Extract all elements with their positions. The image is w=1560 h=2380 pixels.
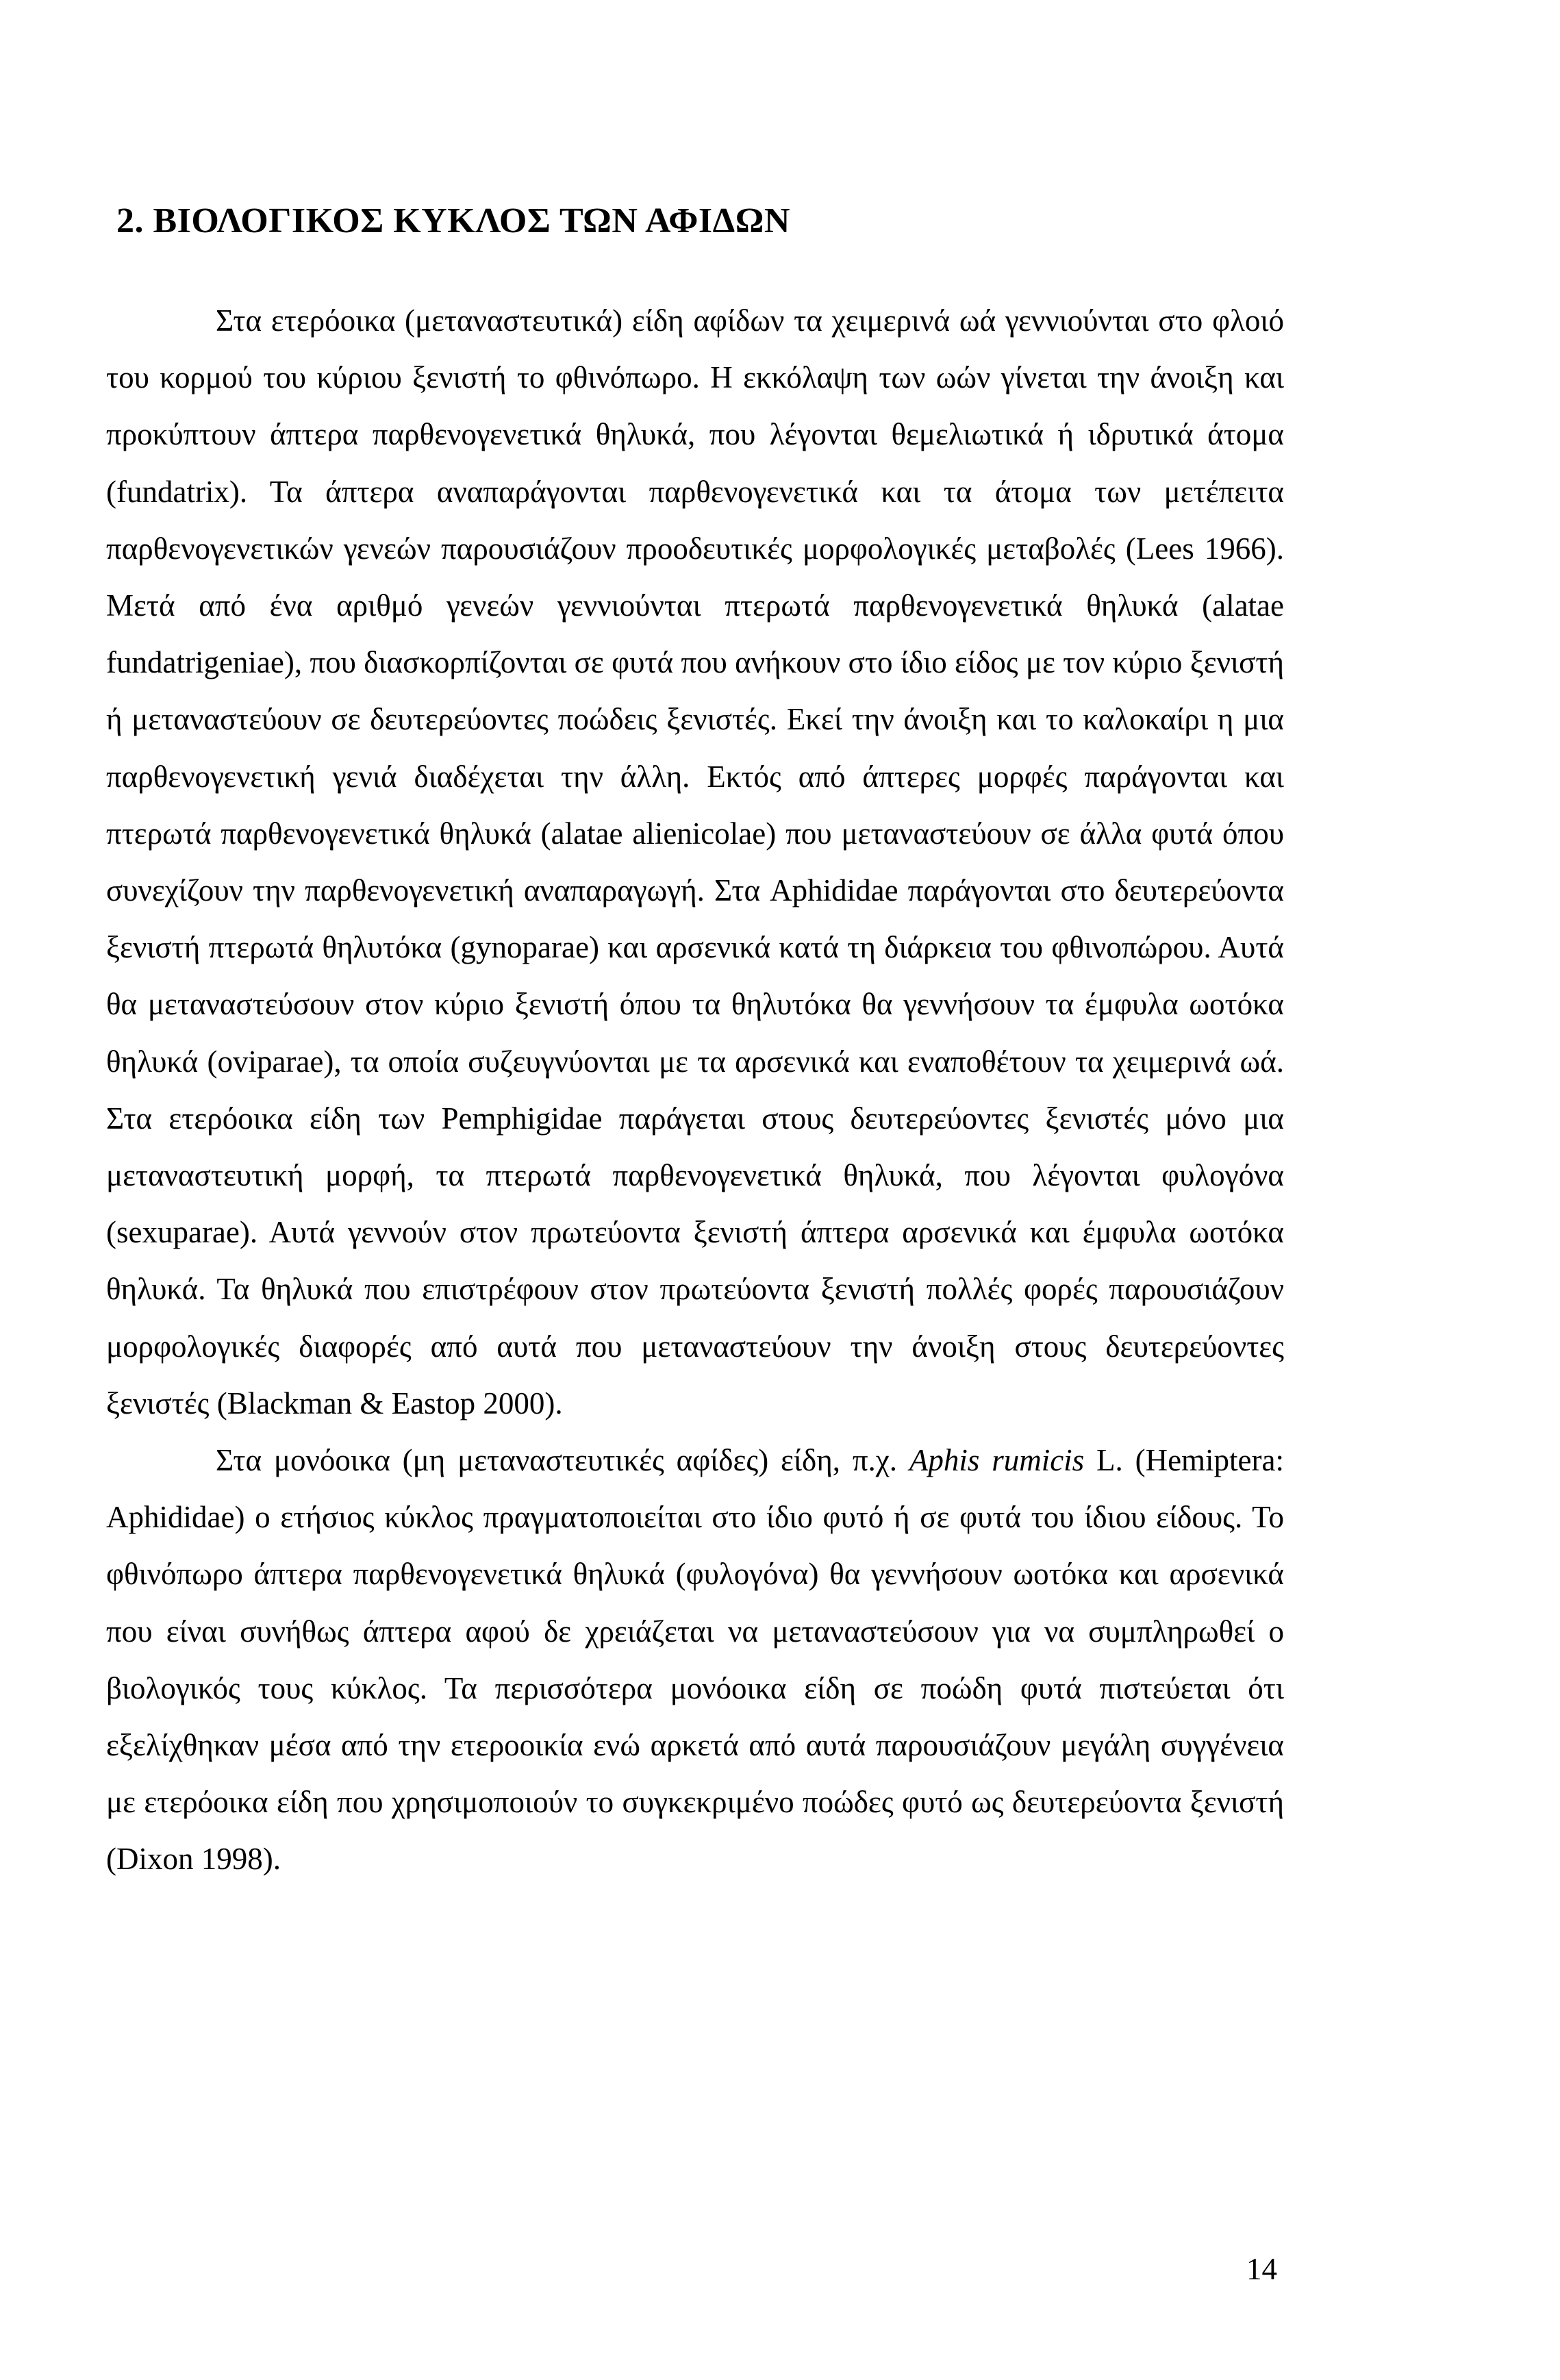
page-number: 14	[1246, 2252, 1277, 2286]
paragraph-monoecious-intro: Στα μονόοικα (μη μεταναστευτικές αφίδες) είδη, π.χ.	[216, 1443, 909, 1478]
section-heading: 2. ΒΙΟΛΟΓΙΚΟΣ ΚΥΚΛΟΣ ΤΩΝ ΑΦΙΔΩΝ	[116, 201, 790, 240]
paragraph-heteroecious: Στα ετερόοικα (μεταναστευτικά) είδη αφίδων τα χειμερινά ωά γεννιούνται στο φλοιό του κορμού του κύριου ξενιστή το φθινόπωρο. Η εκκόλαψη των ωών γίνεται την άνοιξη και προκύπτουν άπτερα παρθενογενετικά θηλυκά, που λέγονται θεμελιωτικά ή ιδρυτικά άτομα (fundatrix). Τα άπτερα αναπαράγονται παρθενογενετικά και τα άτομα των μετέπειτα παρθενογενετικών γενεών παρουσιάζουν προοδευτικές μορφολογικές μεταβολές (Lees 1966). Μετά από ένα αριθμό γενεών γεννιούνται πτερωτά παρθενογενετικά θηλυκά (alatae fundatrigeniae), που διασκορπίζονται σε φυτά που ανήκουν στο ίδιο είδος με τον κύριο ξενιστή ή μεταναστεύουν σε δευτερεύοντες ποώδεις ξενιστές. Εκεί την άνοιξη και το καλοκαίρι η μια παρθενογενετική γενιά διαδέχεται την άλλη. Εκτός από άπτερες μορφές παράγονται και πτερωτά παρθενογενετικά θηλυκά (alatae alienicolae) που μεταναστεύουν σε άλλα φυτά όπου συνεχίζουν την παρθενογενετική αναπαραγωγή. Στα Aphididae παράγονται στο δευτερεύοντα ξενιστή πτερωτά θηλυτόκα (gynoparae) και αρσενικά κατά τη διάρκεια του φθινοπώρου. Αυτά θα μεταναστεύσουν στον κύριο ξενιστή όπου τα θηλυτόκα θα γεννήσουν τα έμφυλα ωοτόκα θηλυκά (oviparae), τα οποία συζευγνύονται με τα αρσενικά και εναποθέτουν τα χειμερινά ωά. Στα ετερόοικα είδη των Pemphigidae παράγεται στους δευτερεύοντες ξενιστές μόνο μια μεταναστευτική μορφή, τα πτερωτά παρθενογενετικά θηλυκά, που λέγονται φυλογόνα (sexuparae). Αυτά γεννούν στον πρωτεύοντα ξενιστή άπτερα αρσενικά και έμφυλα ωοτόκα θηλυκά. Τα θηλυκά που επιστρέφουν στον πρωτεύοντα ξενιστή πολλές φορές παρουσιάζουν μορφολογικές διαφορές από αυτά που μεταναστεύουν την άνοιξη στους δευτερεύοντες ξενιστές (Blackman & Eastop 2000).	[106, 303, 1284, 1420]
species-name: Aphis rumicis	[909, 1443, 1085, 1478]
paragraph-monoecious-rest: L. (Hemiptera: Aphididae) ο ετήσιος κύκλος πραγματοποιείται στο ίδιο φυτό ή σε φυτά του ίδιου είδους. Το φθινόπωρο άπτερα παρθενογενετικά θηλυκά (φυλογόνα) θα γεννήσουν ωοτόκα και αρσενικά που είναι συνήθως άπτερα αφού δε χρειάζεται να μεταναστεύσουν για να συμπληρωθεί ο βιολογικός τους κύκλος. Τα περισσότερα μονόοικα είδη σε ποώδη φυτά πιστεύεται ότι εξελίχθηκαν μέσα από την ετεροοικία ενώ αρκετά από αυτά παρουσιάζουν μεγάλη συγγένεια με ετερόοικα είδη που χρησιμοποιούν το συγκεκριμένο ποώδες φυτό ως δευτερεύοντα ξενιστή (Dixon 1998).	[106, 1443, 1284, 1877]
paragraph-monoecious	[106, 1432, 1284, 1888]
body-text	[106, 292, 1284, 1888]
